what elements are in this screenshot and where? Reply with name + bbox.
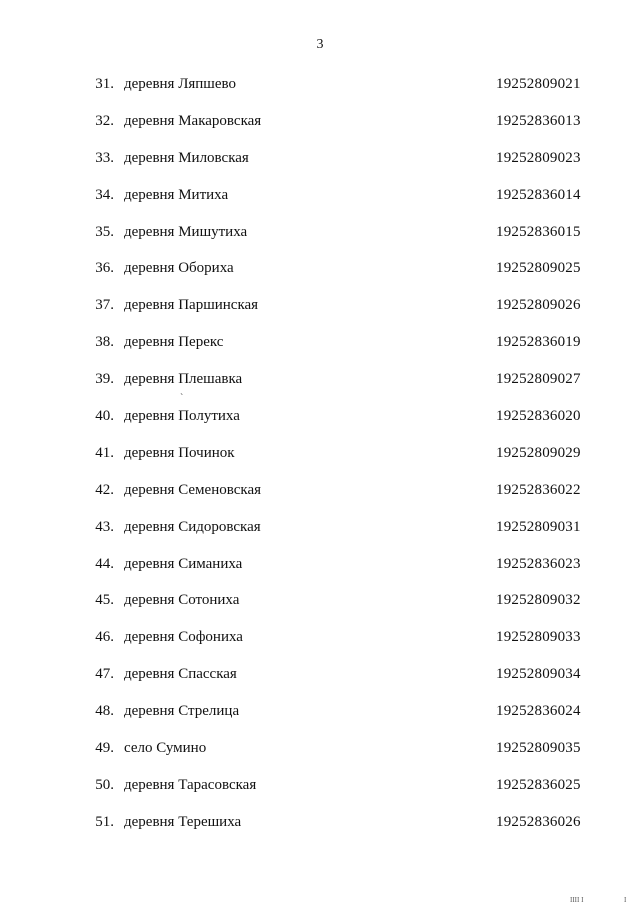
list-item — [0, 775, 640, 812]
item-number: 42. — [95, 481, 114, 498]
settlement-name: деревня Сидоровская — [124, 518, 261, 535]
settlement-code: 19252809032 — [496, 592, 581, 609]
item-number: 45. — [95, 592, 114, 609]
settlement-code: 19252836026 — [496, 813, 581, 830]
settlement-name: деревня Сотониха — [124, 592, 240, 609]
footer-mark-left: IIII I — [570, 896, 584, 904]
item-number: 41. — [95, 444, 114, 461]
item-number: 40. — [95, 408, 114, 425]
item-number: 44. — [95, 555, 114, 572]
settlement-name: деревня Мишутиха — [124, 223, 248, 240]
item-number: 37. — [95, 297, 114, 314]
list-item — [0, 590, 640, 627]
item-number: 34. — [95, 186, 114, 203]
item-number: 50. — [95, 776, 114, 793]
item-number: 49. — [95, 740, 114, 757]
list-item — [0, 517, 640, 554]
settlement-name: деревня Симаниха — [124, 555, 243, 572]
stray-mark: ` — [180, 393, 184, 404]
list-item — [0, 701, 640, 738]
item-number: 31. — [95, 76, 114, 92]
settlement-name: деревня Полутиха — [124, 408, 240, 425]
settlement-name: деревня Ляпшево — [124, 76, 236, 92]
list-item — [0, 664, 640, 701]
settlement-code: 19252809035 — [496, 740, 581, 757]
list-item — [0, 332, 640, 369]
list-item — [0, 443, 640, 480]
item-number: 33. — [95, 149, 114, 166]
settlement-code: 19252836025 — [496, 776, 581, 793]
settlement-code: 19252809025 — [496, 260, 581, 277]
list-item — [0, 554, 640, 591]
settlement-name: деревня Макаровская — [124, 112, 262, 129]
settlement-code: 19252836014 — [496, 186, 581, 203]
settlement-code: 19252836015 — [496, 223, 581, 240]
list-item — [0, 480, 640, 517]
settlement-name: деревня Митиха — [124, 186, 229, 203]
settlement-code: 19252809034 — [496, 666, 581, 683]
settlement-name: деревня Плешавка — [124, 371, 243, 388]
item-number: 32. — [95, 112, 114, 129]
settlement-name: деревня Обориха — [124, 260, 234, 277]
list-item — [0, 222, 640, 259]
list-item — [0, 369, 640, 406]
settlement-name: деревня Паршинская — [124, 297, 259, 314]
settlement-code: 19252809031 — [496, 518, 581, 535]
item-number: 48. — [95, 703, 114, 720]
item-number: 38. — [95, 334, 114, 351]
settlement-name: деревня Спасская — [124, 666, 237, 683]
item-number: 35. — [95, 223, 114, 240]
settlement-list — [0, 74, 640, 849]
list-item — [0, 406, 640, 443]
settlement-name: деревня Софониха — [124, 629, 243, 646]
list-item — [0, 812, 640, 849]
item-number: 36. — [95, 260, 114, 277]
item-number: 46. — [95, 629, 114, 646]
list-item — [0, 627, 640, 664]
item-number: 39. — [95, 371, 114, 388]
settlement-code: 19252809023 — [496, 149, 581, 166]
settlement-code: 19252836022 — [496, 481, 581, 498]
settlement-name: село Сумино — [124, 740, 207, 757]
list-item — [0, 738, 640, 775]
settlement-name: деревня Стрелица — [124, 703, 240, 720]
settlement-name: деревня Миловская — [124, 149, 249, 166]
settlement-code: 19252836020 — [496, 408, 581, 425]
item-number: 51. — [95, 813, 114, 830]
settlement-code: 19252809026 — [496, 297, 581, 314]
settlement-code: 19252836013 — [496, 112, 581, 129]
page-number: 3 — [316, 37, 324, 52]
settlement-name: деревня Терешиха — [124, 813, 242, 830]
settlement-code: 19252809027 — [496, 371, 581, 388]
settlement-name: деревня Тарасовская — [124, 776, 257, 793]
settlement-code: 19252836019 — [496, 334, 581, 351]
settlement-name: деревня Починок — [124, 444, 235, 461]
settlement-name: деревня Перекс — [124, 334, 224, 351]
item-number: 43. — [95, 518, 114, 535]
list-item — [0, 295, 640, 332]
settlement-code: 19252809033 — [496, 629, 581, 646]
settlement-code: 19252809029 — [496, 444, 581, 461]
list-item — [0, 258, 640, 295]
settlement-name: деревня Семеновская — [124, 481, 261, 498]
settlement-code: 19252836024 — [496, 703, 581, 720]
item-number: 47. — [95, 666, 114, 683]
list-item — [0, 185, 640, 222]
list-item — [0, 74, 640, 111]
list-item — [0, 111, 640, 148]
settlement-code: 19252836023 — [496, 555, 581, 572]
settlement-code: 19252809021 — [496, 76, 581, 92]
footer-mark-right: I — [624, 896, 627, 904]
list-item — [0, 148, 640, 185]
